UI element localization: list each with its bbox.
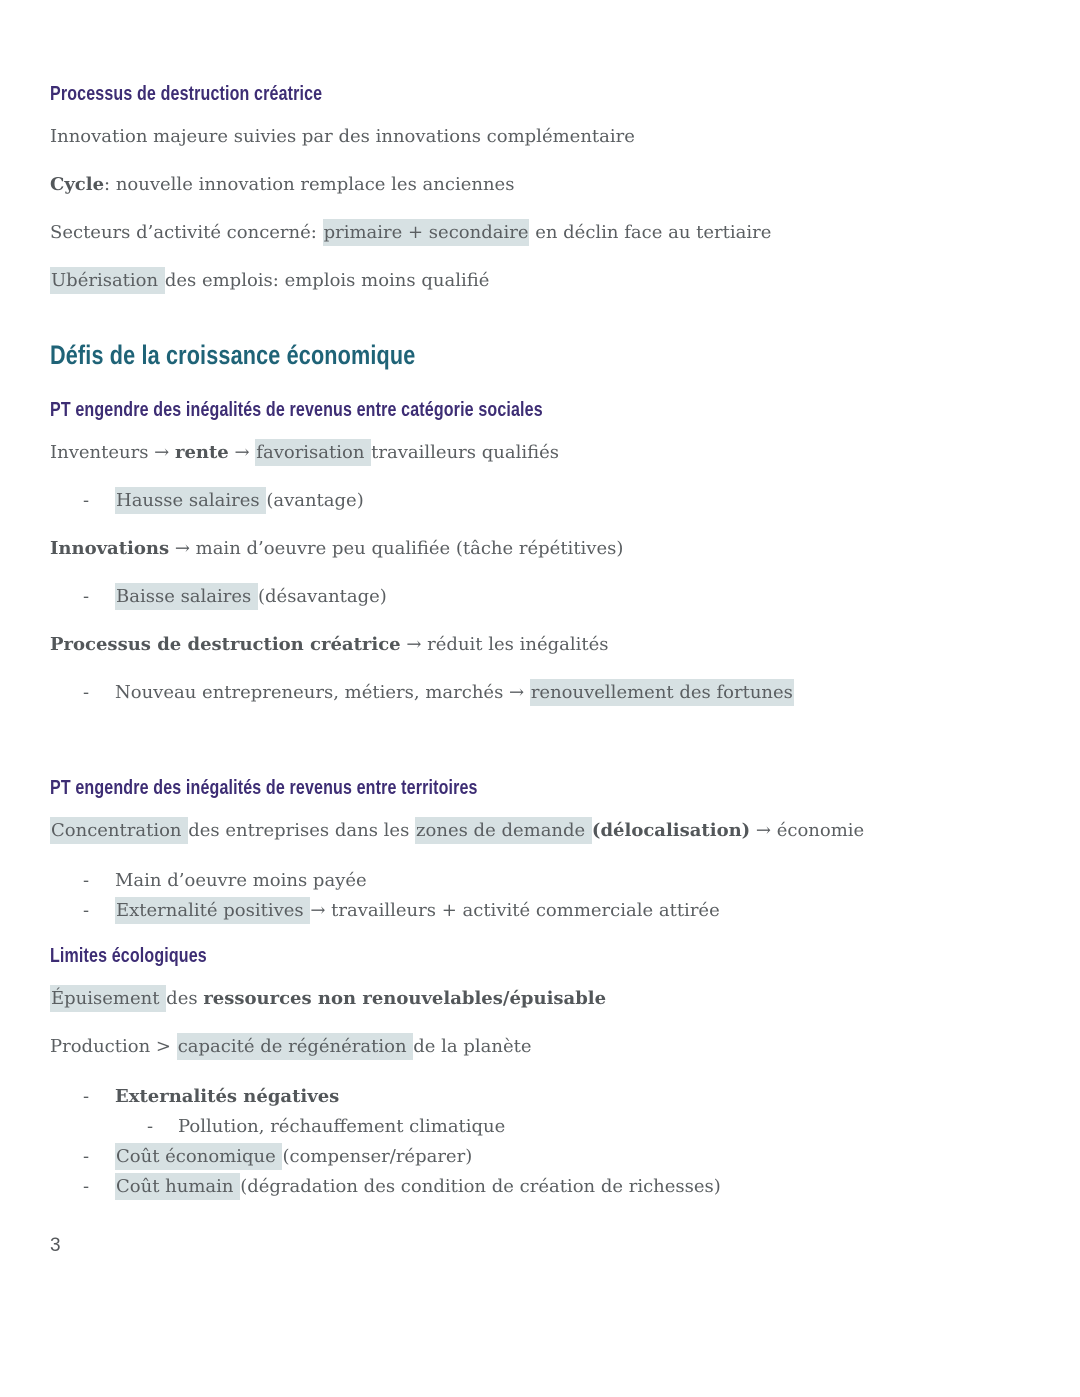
bullet-list [50,1082,1030,1202]
heading-text: PT engendre des inégalités de revenus entre territoires [50,777,478,799]
list-item [50,1082,1030,1112]
text-run: → [228,442,256,463]
list-item [50,866,1030,896]
list-item [50,1172,1030,1202]
page-number: 3 [50,1235,61,1256]
text-run: Secteurs d’activité concerné: [50,222,323,243]
highlighted-text: Concentration [50,817,188,844]
heading-text: PT engendre des inégalités de revenus entre catégorie sociales [50,399,543,421]
text-run: Main d’oeuvre moins payée [115,870,367,891]
paragraph [50,172,1030,198]
text-run: Innovation majeure suivies par des innovations complémentaire [50,126,635,147]
subsection-heading [50,82,1030,106]
text-run: Pollution, réchauffement climatique [178,1116,506,1137]
highlighted-text: Épuisement [50,985,166,1012]
text-run: des emplois: emplois moins qualifié [164,270,490,291]
text-run: (compenser/réparer) [282,1146,473,1167]
bullet-list [50,488,1030,514]
highlighted-text: renouvellement des fortunes [530,679,794,706]
text-run: Production > [50,1036,177,1057]
subsection-heading [50,944,1030,968]
highlighted-text: Ubérisation [50,267,165,294]
heading-text: Limites écologiques [50,945,207,967]
list-item [50,488,1030,514]
bold-text: Processus de destruction créatrice [50,634,401,655]
subsection-heading [50,776,1030,800]
highlighted-text: capacité de régénération [177,1033,414,1060]
bullet-list [50,584,1030,610]
highlighted-text: Coût économique [115,1143,282,1170]
paragraph [50,536,1030,562]
subsection-heading [50,398,1030,422]
bold-text: Cycle [50,174,105,195]
paragraph [50,818,1030,844]
paragraph [50,1034,1030,1060]
text-run: (avantage) [266,490,364,511]
list-item [50,896,1030,926]
list-item [50,584,1030,610]
bullet-list [50,866,1030,926]
text-run: → main d’oeuvre peu qualifiée (tâche répétitives) [169,538,624,559]
paragraph [50,986,1030,1012]
text-run: → réduit les inégalités [400,634,609,655]
bold-text: ressources non renouvelables/épuisable [203,988,607,1009]
text-run: en déclin face au tertiaire [529,222,772,243]
highlighted-text: favorisation [255,439,371,466]
section-heading [50,316,1030,372]
bullet-list [50,680,1030,706]
text-run: des [166,988,204,1009]
heading-text: Défis de la croissance économique [50,340,416,370]
empty-line [50,728,1030,776]
text-run: (dégradation des condition de création de richesses) [240,1176,721,1197]
list-item [50,1142,1030,1172]
bold-text: rente [174,442,229,463]
highlighted-text: Hausse salaires [115,487,266,514]
highlighted-text: Baisse salaires [115,583,258,610]
text-run: des entreprises dans les [188,820,416,841]
text-run: Inventeurs → [50,442,175,463]
bold-text: Innovations [50,538,170,559]
highlighted-text: primaire + secondaire [323,219,530,246]
text-run: → travailleurs + activité commerciale attirée [310,900,720,921]
text-run: travailleurs qualifiés [371,442,559,463]
paragraph [50,220,1030,246]
paragraph [50,268,1030,294]
text-run: de la planète [413,1036,532,1057]
document-content [50,82,1030,1202]
highlighted-text: Coût humain [115,1173,240,1200]
text-run: (désavantage) [258,586,387,607]
highlighted-text: zones de demande [415,817,592,844]
highlighted-text: Externalité positives [115,897,310,924]
text-run: Nouveau entrepreneurs, métiers, marchés → [115,682,530,703]
list-item [50,680,1030,706]
bold-text: (délocalisation) [591,820,751,841]
heading-text: Processus de destruction créatrice [50,83,323,105]
bold-text: Externalités négatives [115,1086,340,1107]
paragraph [50,124,1030,150]
list-item [50,1112,1030,1142]
text-run: : nouvelle innovation remplace les anciennes [104,174,515,195]
paragraph [50,632,1030,658]
text-run: → économie [750,820,865,841]
paragraph [50,440,1030,466]
